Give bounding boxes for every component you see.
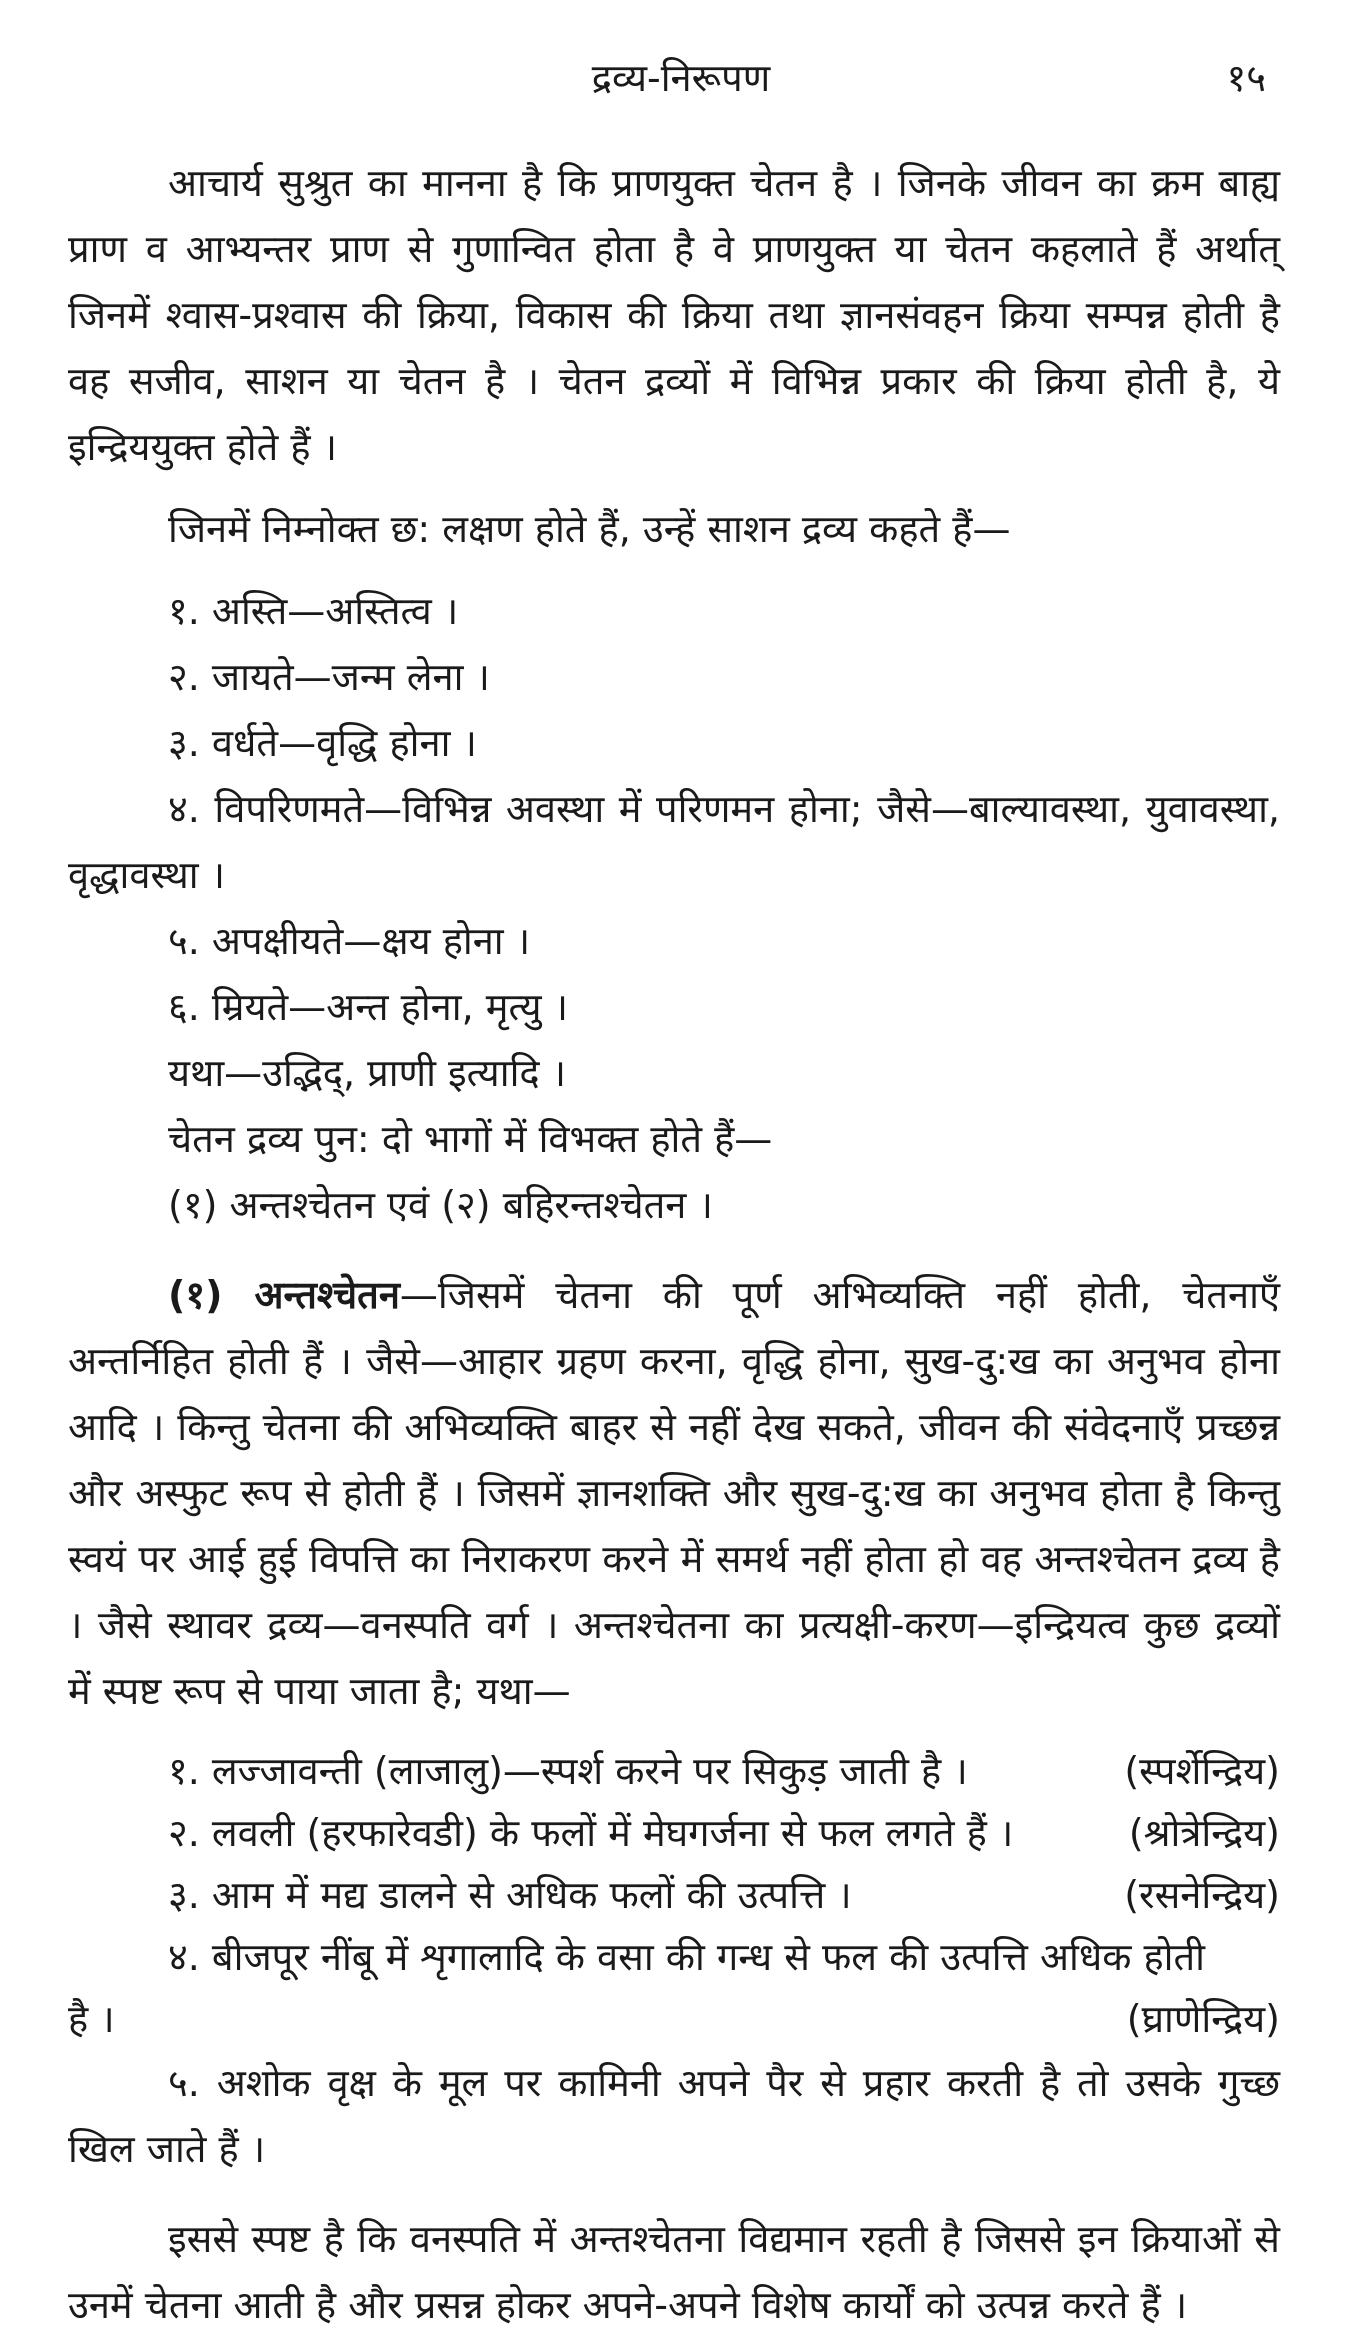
list-item: २. जायते—जन्म लेना । bbox=[168, 655, 490, 699]
paragraph-antashchetan bbox=[68, 1262, 1280, 1724]
paragraph-six-signs-intro: जिनमें निम्नोक्त छ: लक्षण होते हैं, उन्हें साशन द्रव्य कहते हैं— bbox=[168, 507, 1011, 551]
list-sense-examples bbox=[68, 1740, 1280, 2182]
list-item: ६. म्रियते—अन्त होना, मृत्यु । bbox=[168, 985, 569, 1029]
section-heading-antashchetan: (१) अन्तश्चेतन bbox=[168, 1273, 400, 1317]
paragraph-division: चेतन द्रव्य पुन: दो भागों में विभक्त होते हैं— bbox=[168, 1117, 773, 1161]
page-header-title: द्रव्य-निरूपण bbox=[591, 56, 771, 100]
example-text: है । bbox=[68, 1997, 115, 2041]
list-item bbox=[68, 1802, 1280, 1864]
list-item: ४. बीजपूर नींबू में शृगालादि के वसा की गन्ध से फल की उत्पत्ति अधिक होती bbox=[168, 1935, 1205, 1979]
page-number: १५ bbox=[1226, 56, 1266, 100]
example-sense: (रसनेन्द्रिय) bbox=[1124, 1873, 1280, 1917]
list-item: ४. विपरिणमते—विभिन्न अवस्था में परिणमन होना; जैसे—बाल्यावस्था, युवावस्था, वृद्धावस्था । bbox=[68, 787, 1280, 897]
paragraph-two-types: (१) अन्तश्चेतन एवं (२) बहिरन्तश्चेतन । bbox=[168, 1183, 713, 1227]
list-six-signs bbox=[68, 578, 1280, 1040]
list-item: ५. अपक्षीयते—क्षय होना । bbox=[168, 919, 531, 963]
list-item: ५. अशोक वृक्ष के मूल पर कामिनी अपने पैर से प्रहार करती है तो उसके गुच्छ खिल जाते हैं । bbox=[68, 2061, 1280, 2171]
body-text bbox=[68, 150, 1280, 2338]
list-item bbox=[68, 1864, 1280, 1926]
paragraph-sushruta: आचार्य सुश्रुत का मानना है कि प्राणयुक्त चेतन है । जिनके जीवन का क्रम बाह्य प्राण व आभ्यन्तर प्राण से गुणान्वित होता है वे प्राणयुक्त या चेतन कहलाते हैं अर्थात् जिनमें श्वास-प्रश्वास की क्रिया, विकास की क्रिया तथा ज्ञानसंवहन क्रिया सम्पन्न होती है वह सजीव, साशन या चेतन है । चेतन द्रव्यों में विभिन्न प्रकार की क्रिया होती है, ये इन्द्रिययुक्त होते हैं । bbox=[68, 161, 1280, 469]
list-item bbox=[68, 1740, 1280, 1802]
list-item: ३. वर्धते—वृद्धि होना । bbox=[168, 721, 477, 765]
list-item: १. अस्ति—अस्तित्व । bbox=[168, 589, 459, 633]
list-item-continuation bbox=[68, 1988, 1280, 2050]
paragraph-examples: यथा—उद्भिद्, प्राणी इत्यादि । bbox=[168, 1051, 567, 1095]
example-sense: (घ्राणेन्द्रिय) bbox=[1126, 1997, 1280, 2041]
example-sense: (स्पर्शेन्द्रिय) bbox=[1124, 1749, 1280, 1793]
example-text: २. लवली (हरफारेवडी) के फलों में मेघगर्जना से फल लगते हैं । bbox=[168, 1811, 1014, 1855]
example-sense: (श्रोत्रेन्द्रिय) bbox=[1128, 1811, 1280, 1855]
paragraph-conclusion: इससे स्पष्ट है कि वनस्पति में अन्तश्चेतना विद्यमान रहती है जिससे इन क्रियाओं से उनमें चेतना आती है और प्रसन्न होकर अपने-अपने विशेष कार्यों को उत्पन्न करते हैं । bbox=[68, 2217, 1280, 2327]
example-text: १. लज्जावन्ती (लाजालु)—स्पर्श करने पर सिकुड़ जाती है । bbox=[168, 1749, 968, 1793]
paragraph-antashchetan-text: —जिसमें चेतना की पूर्ण अभिव्यक्ति नहीं होती, चेतनाएँ अन्तर्निहित होती हैं । जैसे—आहार ग्रहण करना, वृद्धि होना, सुख-दु:ख का अनुभव होना आदि । किन्तु चेतना की अभिव्यक्ति बाहर से नहीं देख सकते, जीवन की संवेदनाएँ प्रच्छन्न और अस्फुट रूप से होती हैं । जिसमें ज्ञानशक्ति और सुख-दु:ख का अनुभव होता है किन्तु स्वयं पर आई हुई विपत्ति का निराकरण करने में समर्थ नहीं होता हो वह अन्तश्चेतन द्रव्य है । जैसे स्थावर द्रव्य—वनस्पति वर्ग । अन्तश्चेतना का प्रत्यक्षी-करण—इन्द्रियत्व कुछ द्रव्यों में स्पष्ट रूप से पाया जाता है; यथा— bbox=[68, 1273, 1280, 1713]
example-text: ३. आम में मद्य डालने से अधिक फलों की उत्पत्ति । bbox=[168, 1873, 852, 1917]
